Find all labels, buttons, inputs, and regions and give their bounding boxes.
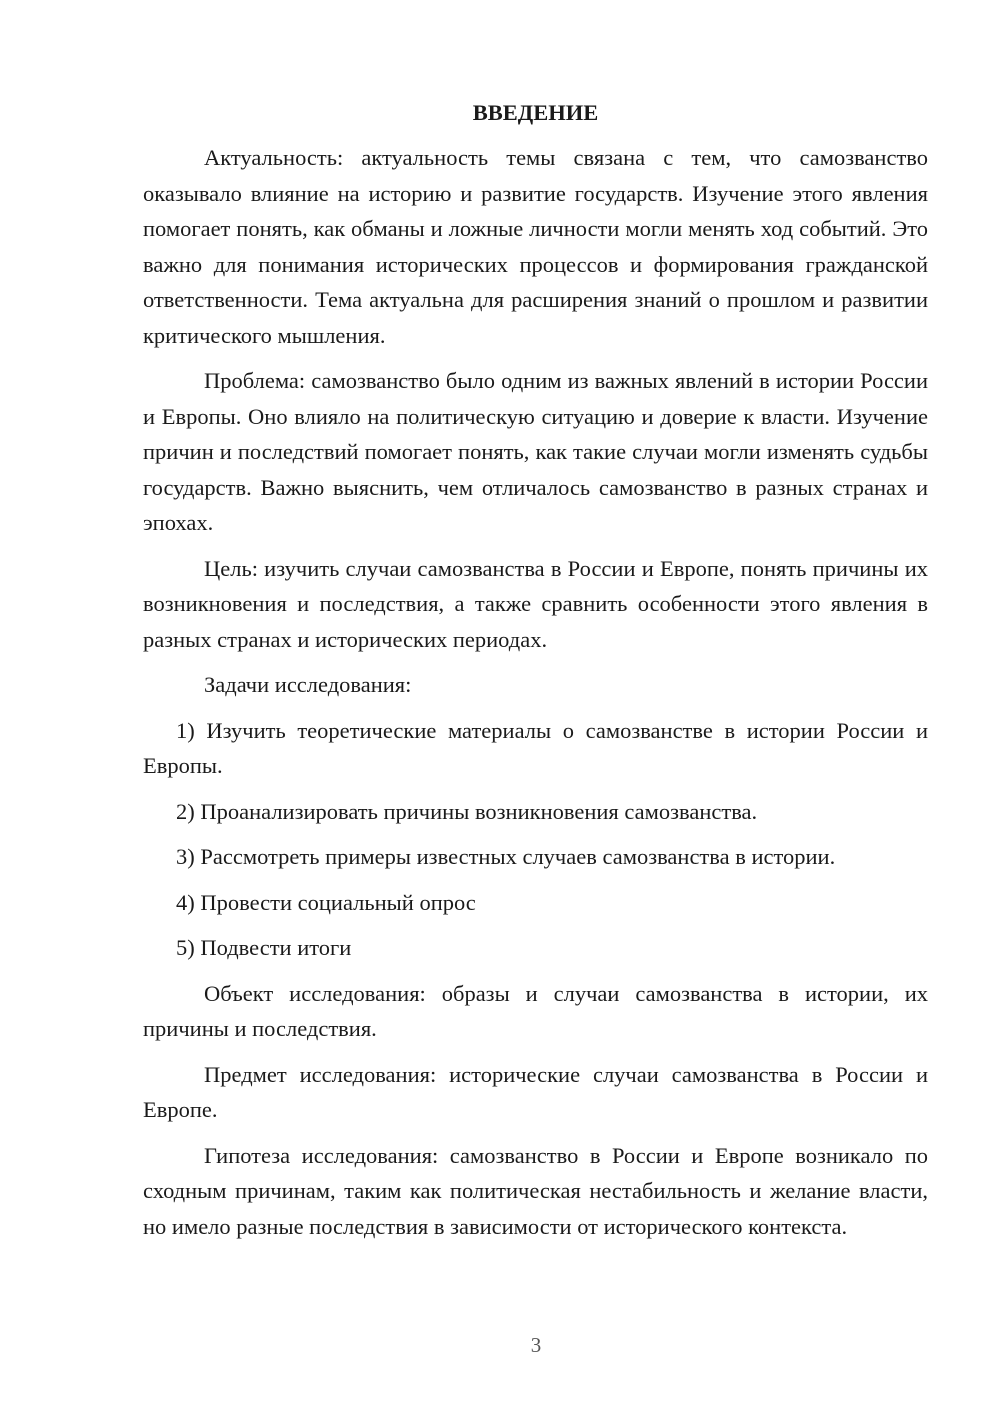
paragraph-goal: Цель: изучить случаи самозванства в России и Европе, понять причины их возникновения и последствия, а также сравнить особенности этого явления в разных странах и исторических периодах. — [143, 555, 928, 652]
task-item-5: 5) Подвести итоги — [176, 935, 352, 960]
document-page — [143, 95, 928, 1254]
task-item-4: 4) Провести социальный опрос — [176, 889, 476, 915]
paragraph-object: Объект исследования: образы и случаи самозванства в истории, их причины и последствия. — [143, 980, 928, 1041]
section-heading: ВВЕДЕНИЕ — [472, 100, 599, 125]
paragraph-problem: Проблема: самозванство было одним из важных явлений в истории России и Европы. Оно влияло на политическую ситуацию и доверие к власти. Изучение причин и последствий помогает понять, как такие случаи могли изменять судьбы государств. Важно выяснить, чем отличалось самозванство в разных странах и эпохах. — [143, 368, 928, 535]
task-item-3: 3) Рассмотреть примеры известных случаев самозванства в истории. — [176, 844, 836, 869]
task-item-1: 1) Изучить теоретические материалы о самозванстве в истории России и Европы. — [143, 717, 928, 778]
paragraph-relevance: Актуальность: актуальность темы связана с тем, что самозванство оказывало влияние на историю и развитие государств. Изучение этого явления помогает понять, как обманы и ложные личности могли менять ход событий. Это важно для понимания исторических процессов и формирования гражданской ответственности. Тема актуальна для расширения знаний о прошлом и развитии критического мышления. — [143, 145, 928, 348]
tasks-title: Задачи исследования: — [204, 672, 412, 697]
page-number: 3 — [530, 1333, 542, 1357]
paragraph-hypothesis: Гипотеза исследования: самозванство в России и Европе возникало по сходным причинам, таким как политическая нестабильность и желание власти, но имело разные последствия в зависимости от исторического контекста. — [143, 1142, 928, 1239]
task-item-2: 2) Проанализировать причины возникновения самозванства. — [176, 798, 758, 824]
paragraph-subject: Предмет исследования: исторические случаи самозванства в России и Европе. — [143, 1061, 928, 1122]
